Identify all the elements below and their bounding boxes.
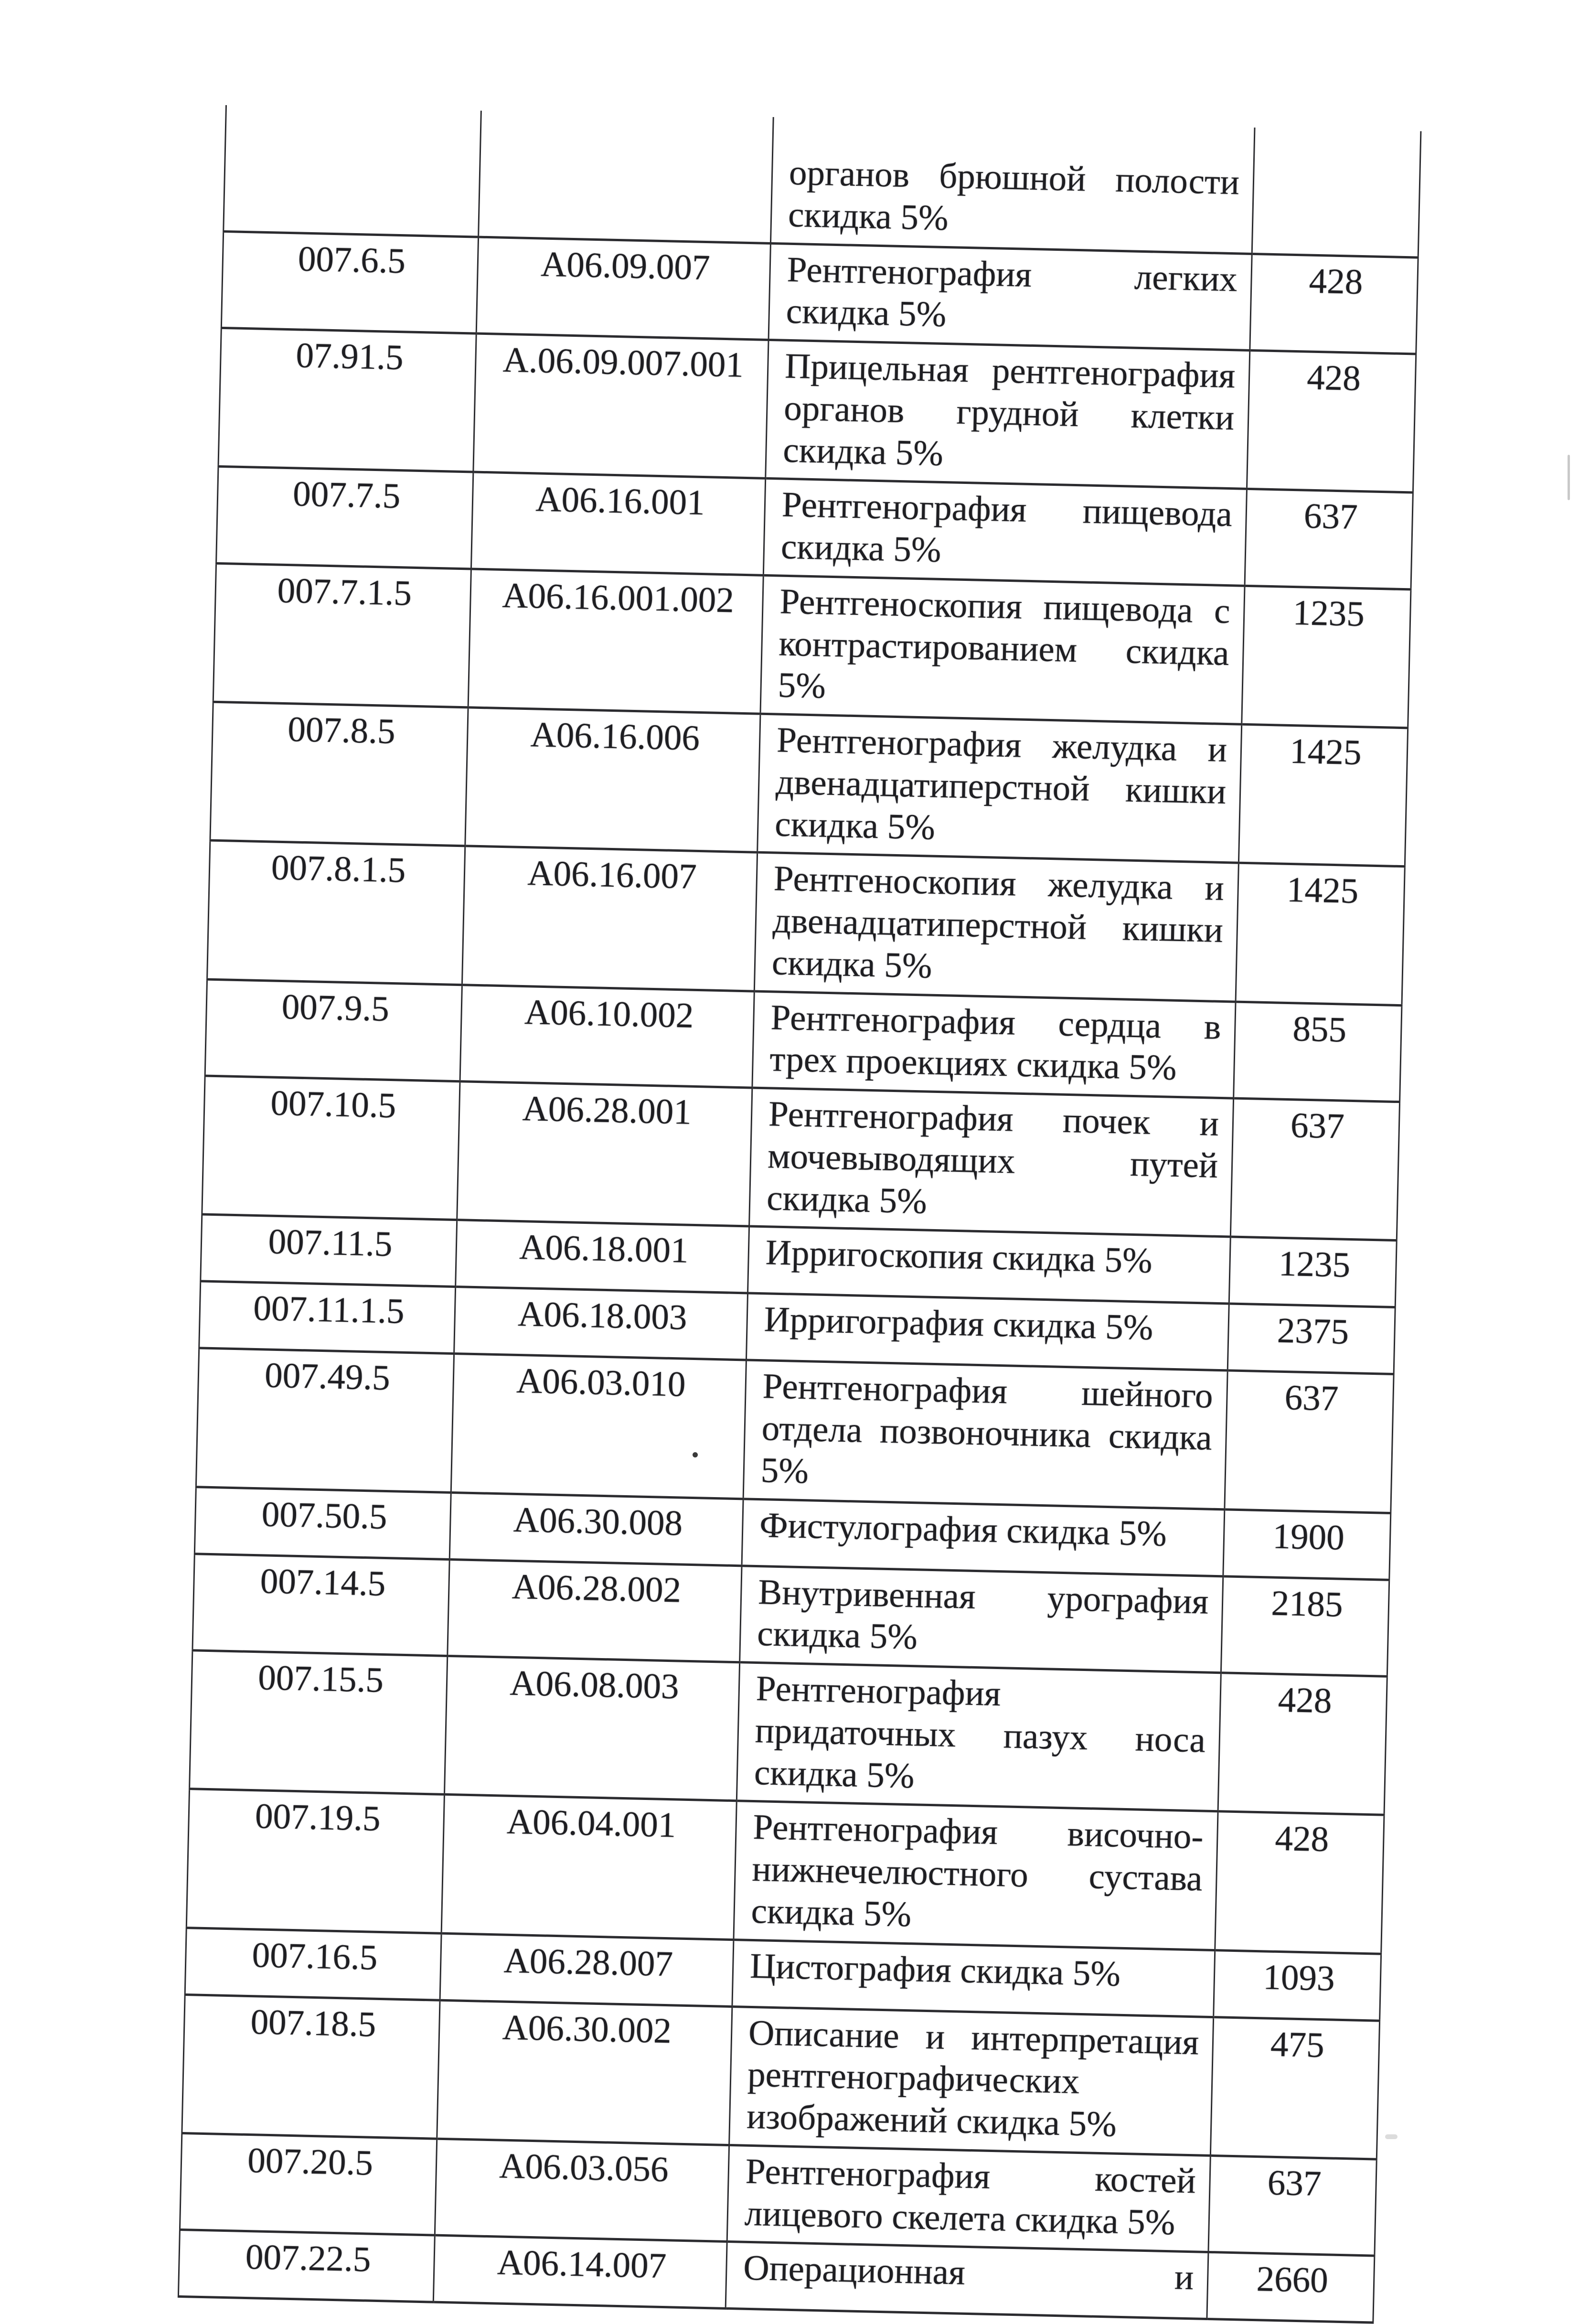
internal-code-cell: 007.7.1.5 [213,563,471,707]
internal-code-cell: 007.9.5 [205,979,462,1082]
service-name-cell: Рентгенография костей лицевого скелета скидка 5% [727,2145,1210,2252]
price-cell: 1425 [1236,863,1405,1005]
internal-code-cell: 007.11.1.5 [199,1281,456,1354]
internal-code-cell: 007.15.5 [190,1650,448,1795]
service-name-cell: Рентгеноскопия желудка и двенадцатиперстной кишки скидка 5% [754,852,1238,1001]
table-row [196,1348,1394,1513]
scan-speck [693,1452,698,1457]
service-name-cell: органов брюшной полости скидка 5% [770,117,1255,254]
service-name-cell: Цистография скидка 5% [732,1939,1215,2017]
service-code-cell: А06.14.007 [433,2235,727,2308]
service-code-cell: А06.18.001 [456,1220,749,1293]
service-name-cell: Ирригоскопия скидка 5% [748,1226,1231,1304]
price-table-wrapper [178,105,1420,2324]
service-name-cell: Рентгенография височно-нижнечелюстного сустава скидка 5% [734,1801,1218,1950]
service-code-cell: А.06.09.007.001 [473,333,768,479]
service-name-cell: Прицельная рентгенография органов грудной клетки скидка 5% [766,340,1250,489]
service-code-cell: А06.03.010 [451,1354,746,1499]
price-cell: 2660 [1207,2252,1375,2323]
price-cell: 2375 [1227,1304,1395,1374]
service-code-cell: А06.10.002 [460,985,754,1088]
service-name-cell: Фистулография скидка 5% [742,1499,1225,1576]
service-name-cell: Рентгенография пищевода скидка 5% [763,479,1247,586]
price-table [178,105,1422,2324]
table-row [210,702,1408,867]
service-name-cell: Рентгенография сердца в трех проекциях скидка 5% [752,991,1236,1098]
service-name-cell: Рентгенография шейного отдела позвоночника скидка 5% [743,1360,1227,1509]
price-cell: 475 [1210,2017,1379,2159]
internal-code-cell: 007.8.5 [210,702,468,846]
service-code-cell: А06.16.007 [462,846,757,991]
service-code-cell: А06.08.003 [444,1656,739,1801]
service-code-cell: А06.04.001 [441,1795,736,1940]
service-code-cell: А06.28.002 [448,1559,742,1662]
price-cell: 1235 [1229,1237,1397,1307]
service-name-cell: Ирригография скидка 5% [746,1293,1229,1371]
internal-code-cell: 007.22.5 [178,2230,435,2303]
internal-code-cell [224,105,481,237]
service-code-cell [479,111,774,243]
internal-code-cell: 07.91.5 [218,328,476,472]
internal-code-cell: 007.11.5 [201,1214,457,1287]
price-cell: 1900 [1223,1509,1391,1580]
table-row [182,1994,1380,2159]
price-cell [1252,128,1421,257]
service-name-cell: Операционная и [725,2242,1208,2319]
internal-code-cell: 007.7.5 [216,467,473,569]
internal-code-cell: 007.20.5 [180,2133,437,2235]
internal-code-cell: 007.14.5 [192,1553,449,1656]
scan-edge-artifact [1568,455,1570,500]
price-cell: 637 [1225,1371,1394,1513]
table-row [190,1650,1387,1815]
service-name-cell: Рентгенография желудка и двенадцатиперстной кишки скидка 5% [757,714,1242,863]
service-code-cell: А06.28.001 [457,1082,752,1227]
price-cell: 428 [1218,1673,1387,1815]
service-code-cell: А06.16.006 [465,707,760,853]
price-cell: 637 [1230,1098,1399,1241]
service-name-cell: Описание и интерпретация рентгенографических изображений скидка 5% [729,2006,1214,2155]
price-cell: 2185 [1221,1576,1389,1676]
internal-code-cell: 007.49.5 [196,1348,454,1492]
table-row [186,1789,1384,1954]
internal-code-cell: 007.6.5 [221,231,478,333]
service-code-cell: А06.18.003 [454,1287,748,1360]
table-row [207,840,1405,1005]
price-cell: 1425 [1238,724,1408,867]
service-name-cell: Рентгенография почек и мочевыводящих путей скидка 5% [749,1088,1234,1237]
internal-code-cell: 007.8.1.5 [207,840,465,985]
price-table-body [178,105,1421,2323]
table-row [218,328,1416,493]
service-code-cell: А06.03.056 [435,2139,729,2242]
price-cell: 637 [1208,2155,1376,2256]
internal-code-cell: 007.18.5 [182,1994,440,2139]
price-cell: 1235 [1242,586,1411,728]
internal-code-cell: 007.10.5 [202,1076,460,1220]
scan-speck [1385,2134,1398,2139]
service-name-cell: Рентгеноскопия пищевода с контрастированием скидка 5% [760,575,1245,724]
service-name-cell: Рентгенография легких скидка 5% [768,243,1252,350]
service-code-cell: А06.30.002 [437,2000,732,2145]
table-row [202,1076,1400,1241]
price-cell: 1093 [1214,1950,1381,2021]
price-cell: 855 [1234,1002,1402,1102]
service-name-cell: Рентгенография придаточных пазух носа скидка 5% [736,1662,1221,1811]
internal-code-cell: 007.19.5 [186,1789,444,1933]
table-row [213,563,1411,728]
service-name-cell: Внутривенная урография скидка 5% [740,1565,1223,1672]
price-cell: 428 [1250,254,1418,354]
price-cell: 428 [1247,350,1416,493]
service-code-cell: А06.28.007 [440,1933,734,2006]
price-cell: 428 [1215,1811,1384,1954]
price-cell: 637 [1245,489,1413,589]
service-code-cell: А06.30.008 [449,1492,743,1565]
service-code-cell: А06.09.007 [476,237,770,340]
internal-code-cell: 007.50.5 [194,1487,451,1559]
service-code-cell: А06.16.001.002 [468,569,763,714]
internal-code-cell: 007.16.5 [185,1928,441,2000]
table-row [224,105,1421,257]
service-code-cell: А06.16.001 [471,472,765,575]
